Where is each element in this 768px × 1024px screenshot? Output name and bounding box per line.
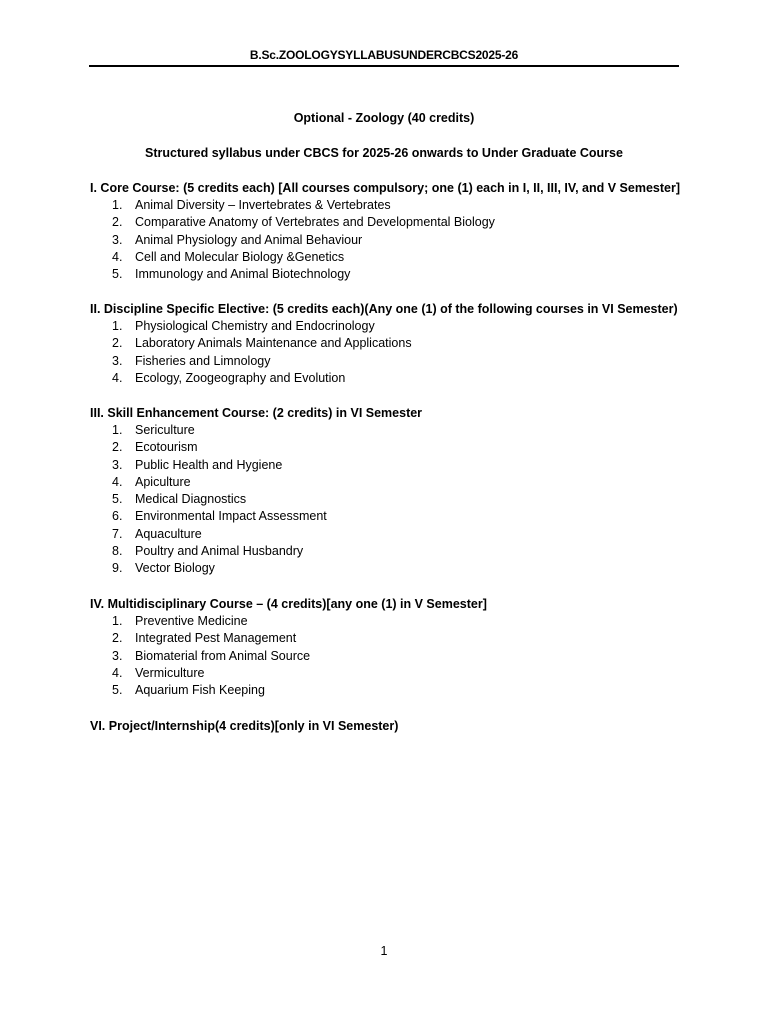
header-rule [89,65,679,67]
item-name: Poultry and Animal Husbandry [135,544,304,559]
item-name: Preventive Medicine [135,614,248,628]
list-item [90,508,690,525]
item-name: Ecotourism [135,440,198,455]
item-name: Immunology and Animal Biotechnology [135,267,351,282]
list-item [90,474,690,491]
item-number: 3. [112,457,123,472]
section-heading: I. Core Course: (5 credits each) [All courses compulsory; one (1) each in I, II, III, IV, and V Semester] [90,181,680,195]
list-item [90,526,690,543]
section-heading: IV. Multidisciplinary Course – (4 credits)[any one (1) in V Semester] [90,597,487,611]
list-item [90,560,690,577]
item-name: Sericulture [135,423,195,437]
item-name: Animal Diversity – Invertebrates & Vertebrates [135,198,391,212]
course-list [90,197,690,283]
list-item [90,665,690,682]
page-header: B.Sc.ZOOLOGYSYLLABUSUNDERCBCS2025-26 [249,48,519,62]
list-item [90,682,690,699]
item-number: 4. [112,474,123,489]
item-name: Aquarium Fish Keeping [135,683,265,698]
item-number: 6. [112,509,123,524]
item-name: Vermiculture [135,665,205,680]
item-name: Cell and Molecular Biology &Genetics [135,249,345,264]
course-list [90,422,690,578]
item-number: 4. [112,249,123,264]
list-item [90,232,690,249]
item-name: Environmental Impact Assessment [135,509,327,524]
list-item [90,630,690,647]
item-number: 2. [112,631,123,646]
section-discipline-specific-elective [90,301,690,387]
item-number: 1. [112,319,123,333]
item-name: Physiological Chemistry and Endocrinology [135,319,375,333]
item-number: 3. [112,353,123,368]
item-number: 3. [112,648,123,663]
item-name: Ecology, Zoogeography and Evolution [135,370,346,385]
item-name: Laboratory Animals Maintenance and Applications [135,336,412,351]
item-number: 1. [112,614,123,628]
item-name: Vector Biology [135,561,215,576]
list-item [90,266,690,283]
item-number: 8. [112,544,123,559]
list-item [90,335,690,352]
item-number: 5. [112,683,123,698]
list-item [90,439,690,456]
item-number: 4. [112,665,123,680]
item-number: 1. [112,423,123,437]
item-number: 1. [112,198,123,212]
item-number: 5. [112,492,123,507]
item-name: Biomaterial from Animal Source [135,648,311,663]
list-item [90,422,690,439]
list-item [90,197,690,214]
item-name: Aquaculture [135,526,202,541]
item-name: Fisheries and Limnology [135,353,271,368]
item-name: Animal Physiology and Animal Behaviour [135,232,363,247]
item-number: 7. [112,526,123,541]
document-title: Optional - Zoology (40 credits) [293,111,475,125]
list-item [90,249,690,266]
page-number: 1 [380,944,388,958]
item-number: 2. [112,215,123,230]
list-item [90,370,690,387]
item-number: 3. [112,232,123,247]
list-item [90,648,690,665]
list-item [90,613,690,630]
section-core-course [90,180,690,283]
section-heading: VI. Project/Internship(4 credits)[only in VI Semester) [90,719,399,733]
section-heading: II. Discipline Specific Elective: (5 credits each)(Any one (1) of the following courses in VI Semester) [90,302,678,316]
list-item [90,318,690,335]
section-heading: III. Skill Enhancement Course: (2 credits) in VI Semester [90,406,423,420]
item-name: Public Health and Hygiene [135,457,283,472]
section-project-internship [90,718,690,735]
item-number: 9. [112,561,123,576]
item-number: 4. [112,370,123,385]
item-number: 5. [112,267,123,282]
list-item [90,457,690,474]
item-name: Comparative Anatomy of Vertebrates and Developmental Biology [135,215,495,230]
list-item [90,543,690,560]
list-item [90,491,690,508]
item-name: Integrated Pest Management [135,631,297,646]
item-number: 2. [112,440,123,455]
course-list [90,318,690,387]
list-item [90,353,690,370]
item-name: Medical Diagnostics [135,492,247,507]
item-name: Apiculture [135,474,191,489]
document-subtitle: Structured syllabus under CBCS for 2025-26 onwards to Under Graduate Course [145,146,623,160]
course-list [90,613,690,699]
list-item [90,214,690,231]
section-multidisciplinary-course [90,596,690,699]
item-number: 2. [112,336,123,351]
section-skill-enhancement-course [90,405,690,578]
